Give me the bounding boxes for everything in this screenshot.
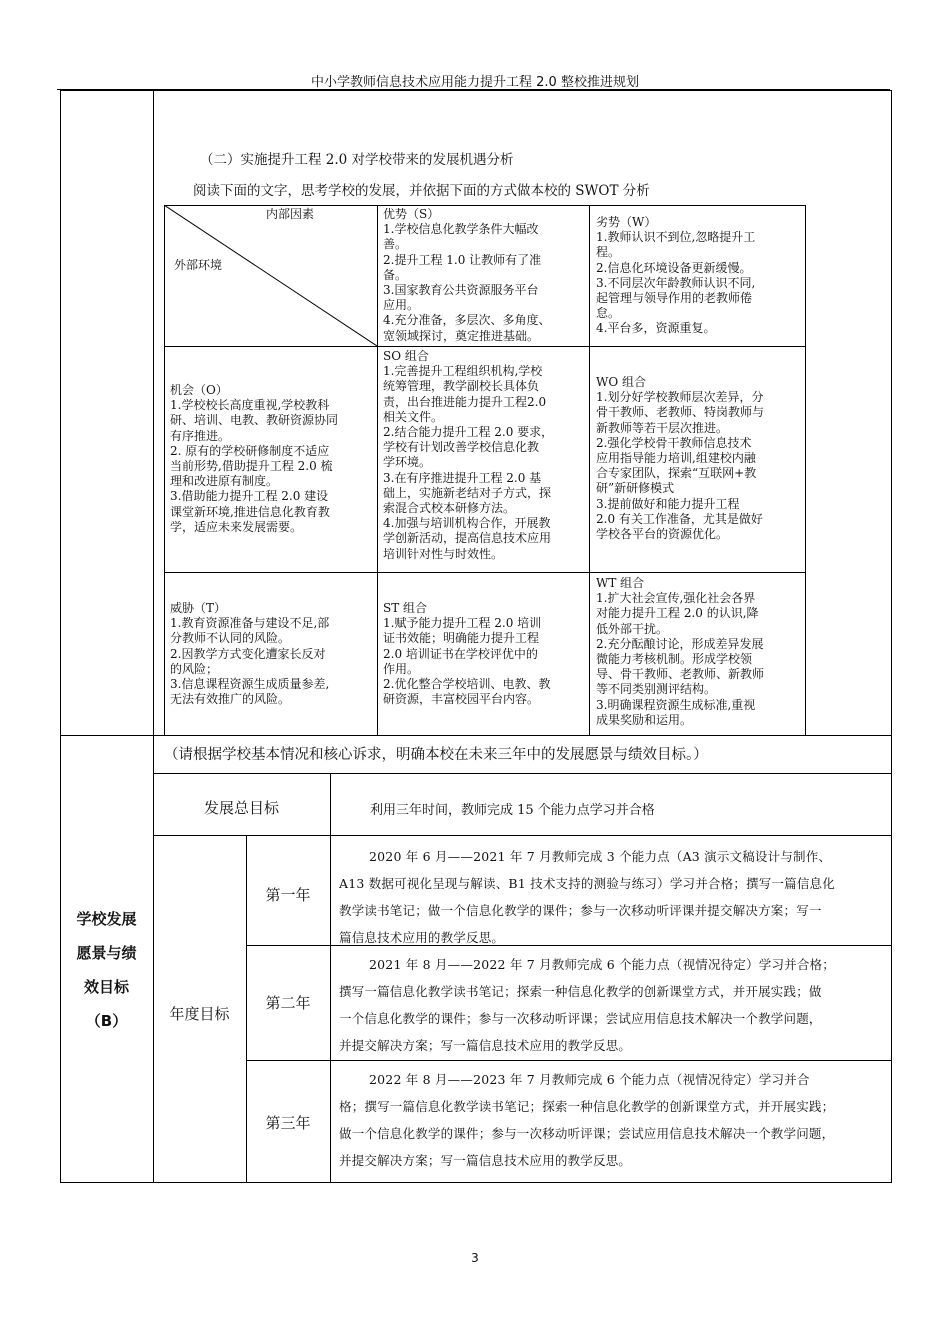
year-1-label: 第一年 xyxy=(265,886,311,904)
year-3-goal: 2022 年 8 月——2023 年 7 月教师完成 6 个能力点（视情况待定）学习并合 格；撰写一篇信息化教学读书笔记；探索一种信息化教学的创新课堂方式，并开展实践； 做一个信息化教学的课件；参与一次移动听评课；尝试应用信息技术解决一个教学问题， 并提交解决方案；写一篇信息技术应用的教学反思。 xyxy=(339,1072,835,1168)
section-b-label: 学校发展 愿景与绩 效目标 （B） xyxy=(76,910,137,1030)
swot-col-divider-2 xyxy=(589,205,590,735)
section-b-year-divider xyxy=(330,835,331,1182)
swot-corner-diagonal xyxy=(164,205,377,346)
swot-strengths: 优势（S） 1.学校信息化教学条件大幅改 善。 2.提升工程 1.0 让教师有了准 备。 3.国家教育公共资源服务平台 应用。 4.充分准备，多层次、多角度、 宽领域探讨，奠定推进基础。 xyxy=(383,207,551,343)
overall-goal-label: 发展总目标 xyxy=(203,799,279,817)
swot-wt-combination: WT 组合 1.扩大社会宣传,强化社会各界 对能力提升工程 2.0 的认识,降 低外部干扰。 2.充分酝酿讨论，形成差异发展 微能力考核机制。形成学校领 导、骨干教师、老教师、新教师 等不同类别测评结构。 3.明确课程资源生成标准,重视 成果奖励和运用。 xyxy=(596,576,765,727)
year-row-divider-2 xyxy=(246,1060,891,1061)
swot-corner-external: 外部环境 xyxy=(174,258,223,272)
swot-row-divider-1 xyxy=(164,346,805,347)
section-b-instruction: （请根据学校基本情况和核心诉求，明确本校在未来三年中的发展愿景与绩效目标。） xyxy=(164,747,708,763)
swot-wo-combination: WO 组合 1.划分好学校教师层次差异，分 骨干教师、老教师、特岗教师与 新教师等若干层次推进。 2.强化学校骨干教师信息技术 应用指导能力培训,组建校内融 合专家团队，探索“互联网+教 研”新研修模式 3.提前做好和能力提升工程 2.0 有关工作准备，尤其是做好 学校各平台的资源优化。 xyxy=(596,375,765,542)
section-a-heading: （二）实施提升工程 2.0 对学校带来的发展机遇分析 xyxy=(200,152,514,168)
swot-row-divider-2 xyxy=(164,572,805,573)
section-b-row-divider-1 xyxy=(153,773,891,774)
year-2-label: 第二年 xyxy=(265,994,311,1012)
swot-col-divider-1 xyxy=(377,205,378,735)
swot-weaknesses: 劣势（W） 1.教师认识不到位,忽略提升工 程。 2.信息化环境设备更新缓慢。 3.不同层次年龄教师认识不同, 起管理与领导作用的老教师倦 怠。 4.平台多，资源重复。 xyxy=(596,215,756,336)
swot-st-combination: ST 组合 1.赋予能力提升工程 2.0 培训 证书效能；明确能力提升工程 2.0 培训证书在学校评优中的 作用。 2.优化整合学校培训、电教、教 研资源，丰富校园平台内容。 xyxy=(383,601,551,707)
year-3-label: 第三年 xyxy=(265,1114,311,1132)
swot-so-combination: SO 组合 1.完善提升工程组织机构,学校 统筹管理，教学副校长具体负 责，出台推进能力提升工程2.0 相关文件。 2.结合能力提升工程 2.0 要求， 学校有计划改善学校信息化教 学环境。 3.在有序推进提升工程 2.0 基 础上，实施新老结对子方式，探 索混合式校本研修方法。 4.加强与培训机构合作，开展教 学创新活动，提高信息技术应用 培训针对性与时效性。 xyxy=(383,349,554,561)
section-b-row-divider-2 xyxy=(153,835,891,836)
section-b-overall-divider xyxy=(330,773,331,835)
page-number: 3 xyxy=(471,1251,479,1265)
annual-goal-label: 年度目标 xyxy=(169,1005,230,1023)
running-header: 中小学教师信息技术应用能力提升工程 2.0 整校推进规划 xyxy=(311,75,639,90)
swot-opportunities: 机会（O） 1.学校校长高度重视,学校教科 研、培训、电教、教研资源协同 有序推进。 2. 原有的学校研修制度不适应 当前形势,借助提升工程 2.0 梳 理和改进原有制度。 3.借助能力提升工程 2.0 建设 课堂新环境,推进信息化教育教 学，适应未来发展需要。 xyxy=(170,383,339,534)
year-2-goal: 2021 年 8 月——2022 年 7 月教师完成 6 个能力点（视情况待定）学习并合格； 撰写一篇信息化教学读书笔记；探索一种信息化教学的创新课堂方式，并开展实践；做 一个信息化教学的课件；参与一次移动听评课；尝试应用信息技术解决一个教学问题， 并提交解决方案；写一篇信息技术应用的教学反思。 xyxy=(339,957,835,1053)
section-a-intro: 阅读下面的文字，思考学校的发展，并依据下面的方式做本校的 SWOT 分析 xyxy=(193,183,650,199)
overall-goal-value: 利用三年时间，教师完成 15 个能力点学习并合格 xyxy=(370,803,655,818)
swot-corner-internal: 内部因素 xyxy=(266,207,315,221)
year-1-goal: 2020 年 6 月——2021 年 7 月教师完成 3 个能力点（A3 演示文稿设计与制作、 A13 数据可视化呈现与解读、B1 技术支持的测验与练习）学习并合格；撰写一篇信息化 教学读书笔记；做一个信息化教学的课件；参与一次移动听评课并提交解决方案；写一 篇信息技术应用的教学反思。 xyxy=(339,849,835,945)
swot-threats: 威胁（T） 1.教育资源准备与建设不足,部 分教师不认同的风险。 2.因教学方式变化遭家长反对 的风险； 3.信息课程资源生成质量参差, 无法有效推广的风险。 xyxy=(170,601,330,707)
